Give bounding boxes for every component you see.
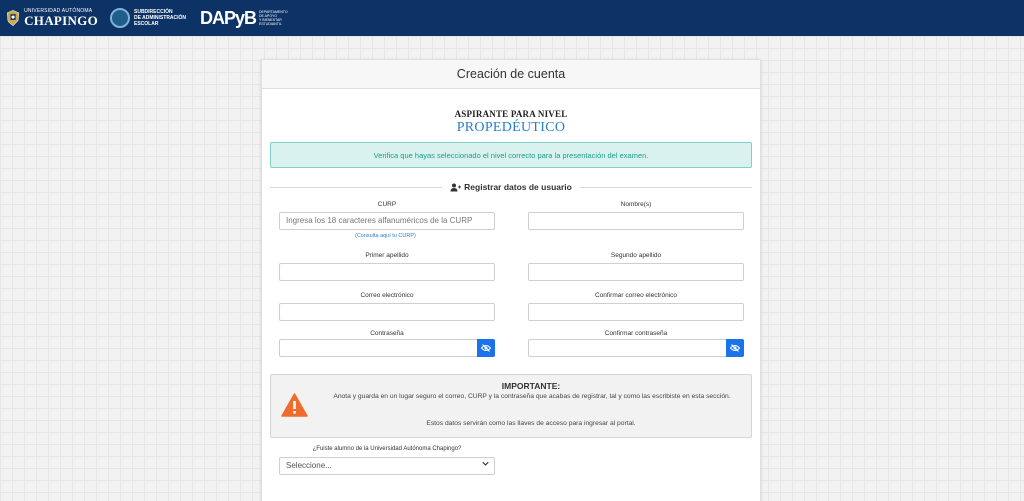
nombres-field [528, 201, 744, 230]
university-seal-icon [6, 5, 20, 31]
confirmar-contrasena-field [528, 330, 744, 357]
dapyb-line-1: DEPARTAMENTO [259, 10, 288, 14]
divider-line-right [580, 187, 752, 188]
eye-slash-icon [730, 344, 740, 352]
chevron-down-icon [482, 460, 489, 467]
confirmar-contrasena-label: Confirmar contraseña [604, 330, 668, 337]
divider-line-left [270, 187, 442, 188]
segundo-apellido-input[interactable] [528, 263, 744, 281]
dapyb-line-4: ESTUDIANTIL [259, 22, 282, 26]
primer-apellido-input[interactable] [279, 263, 495, 281]
curp-field [279, 201, 495, 239]
exalumno-select-wrap [279, 455, 495, 475]
subdireccion-logo[interactable] [110, 8, 190, 28]
eye-slash-icon [481, 344, 491, 352]
university-name: CHAPINGO [24, 13, 98, 28]
curp-input[interactable] [279, 212, 495, 230]
contrasena-field [279, 330, 495, 357]
subdireccion-logo-icon [110, 8, 130, 28]
confirmar-correo-label: Confirmar correo electrónico [594, 292, 677, 299]
top-navigation-bar [0, 0, 1024, 36]
contrasena-label: Contraseña [370, 330, 404, 337]
segundo-apellido-field [528, 252, 744, 281]
dapyb-line-2: DE APOYO [259, 14, 278, 18]
primer-apellido-field [279, 252, 495, 281]
section-title [442, 182, 580, 192]
section-title-text: Registrar datos de usuario [464, 182, 572, 192]
section-divider [270, 180, 752, 194]
level-value: PROPEDÉUTICO [456, 120, 566, 135]
confirmar-contrasena-input-group [528, 339, 744, 357]
correo-input[interactable] [279, 303, 495, 321]
segundo-apellido-label: Segundo apellido [610, 252, 662, 259]
subdireccion-line-2: DE ADMINISTRACIÓN [134, 15, 187, 21]
dapyb-line-3: Y BIENESTAR [259, 18, 282, 22]
level-label: ASPIRANTE PARA NIVEL [454, 109, 568, 119]
correo-label: Correo electrónico [360, 292, 414, 299]
user-plus-icon [450, 183, 461, 192]
account-creation-card [261, 59, 761, 501]
important-body-2: Estos datos servirán como las llaves de acceso para ingresar al portal. [426, 420, 636, 427]
subdireccion-line-3: ESCOLAR [134, 21, 159, 27]
confirmar-correo-field [528, 292, 744, 321]
dapyb-mark: DAPyB [200, 7, 257, 28]
exalumno-label: ¿Fuiste alumno de la Universidad Autónoma Chapingo? [312, 446, 462, 452]
nombres-input[interactable] [528, 212, 744, 230]
curp-help-link[interactable]: (Consulta aquí tu CURP) [355, 232, 416, 239]
exalumno-select[interactable] [279, 457, 495, 475]
subdireccion-line-1: SUBDIRECCIÓN [134, 9, 173, 15]
toggle-confirm-password-button[interactable] [726, 339, 744, 357]
warning-icon [281, 393, 308, 417]
correo-field [279, 292, 495, 321]
nombres-label: Nombre(s) [620, 201, 652, 208]
card-title: Creación de cuenta [262, 60, 760, 89]
level-info-alert: Verifica que hayas seleccionado el nivel correcto para la presentación del examen. [270, 142, 752, 168]
curp-label: CURP [377, 201, 397, 208]
important-notice [270, 374, 752, 438]
contrasena-input[interactable] [279, 339, 477, 357]
important-title: IMPORTANTE: [501, 381, 561, 391]
level-heading [262, 109, 760, 136]
confirmar-correo-input[interactable] [528, 303, 744, 321]
important-body: Anota y guarda en un lugar seguro el correo, CURP y la contraseña que acabas de registrar, tal y como las escribiste en esta sección. [333, 393, 731, 400]
contrasena-input-group [279, 339, 495, 357]
confirmar-contrasena-input[interactable] [528, 339, 726, 357]
university-name-small: UNIVERSIDAD AUTÓNOMA [24, 8, 93, 14]
toggle-password-button[interactable] [477, 339, 495, 357]
exalumno-field [279, 446, 495, 475]
chapingo-logo[interactable] [6, 4, 98, 32]
dapyb-logo[interactable] [200, 7, 288, 29]
primer-apellido-label: Primer apellido [365, 252, 409, 259]
